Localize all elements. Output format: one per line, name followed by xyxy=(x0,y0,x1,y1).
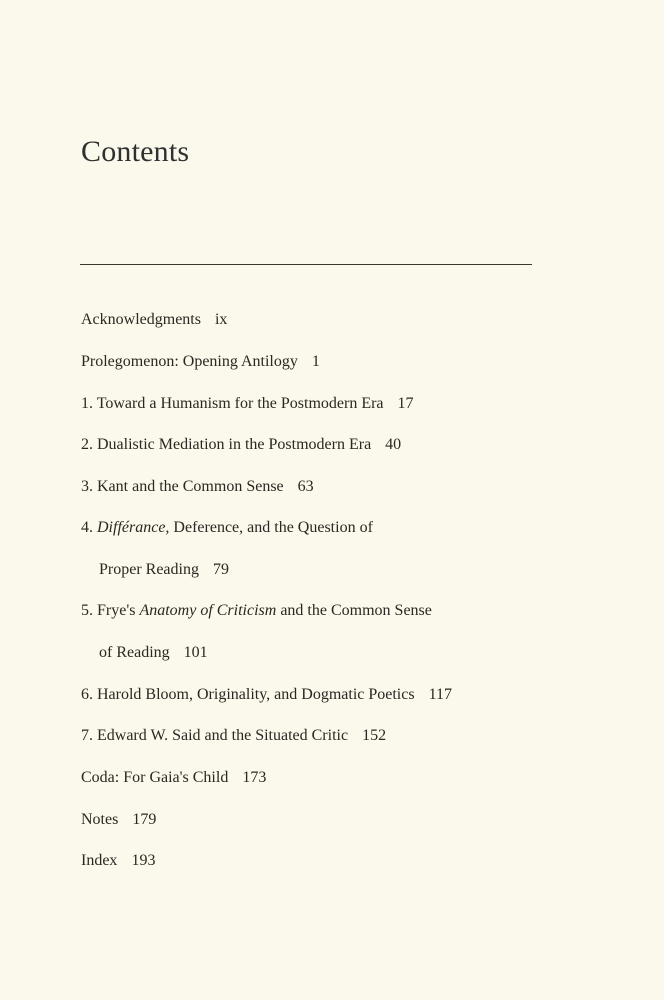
entry-page: 63 xyxy=(297,478,314,495)
chapter-number: 4. xyxy=(81,519,93,536)
toc-entry-chapter-4-continued[interactable] xyxy=(99,559,229,581)
entry-title: Kant and the Common Sense xyxy=(97,478,284,495)
chapter-number: 3. xyxy=(81,478,93,495)
entry-page: 152 xyxy=(362,727,387,744)
entry-title: Acknowledgments xyxy=(81,311,201,328)
entry-title: Prolegomenon: Opening Antilogy xyxy=(81,353,298,370)
toc-entry-coda[interactable] xyxy=(81,767,266,789)
entry-page: 1 xyxy=(311,353,320,370)
entry-title: Toward a Humanism for the Postmodern Era xyxy=(96,395,384,412)
chapter-number: 5. xyxy=(81,602,93,619)
chapter-number: 2. xyxy=(81,436,93,453)
page-title: Contents xyxy=(81,135,190,168)
entry-title: Coda: For Gaia's Child xyxy=(81,769,229,786)
toc-entry-chapter-1[interactable] xyxy=(81,393,414,415)
chapter-number: 7. xyxy=(81,727,93,744)
entry-title: Dualistic Mediation in the Postmodern Era xyxy=(97,436,372,453)
entry-page: 40 xyxy=(385,436,402,453)
entry-title-italic: Anatomy of Criticism xyxy=(139,602,277,619)
chapter-number: 1. xyxy=(81,395,93,412)
entry-page: 173 xyxy=(242,769,267,786)
entry-page: 117 xyxy=(428,686,452,703)
toc-entry-index[interactable] xyxy=(81,850,155,872)
entry-title-continued: of Reading xyxy=(99,644,170,661)
toc-entry-chapter-5[interactable] xyxy=(81,600,432,622)
entry-page: 79 xyxy=(212,561,229,578)
entry-title: Index xyxy=(81,852,118,869)
toc-entry-chapter-7[interactable] xyxy=(81,725,386,747)
entry-title: Deference, and the Question of xyxy=(173,519,373,536)
entry-title: Edward W. Said and the Situated Critic xyxy=(97,727,349,744)
toc-entry-chapter-6[interactable] xyxy=(81,684,452,706)
toc-entry-prolegomenon[interactable] xyxy=(81,351,320,373)
entry-title-lead: Frye's xyxy=(97,602,136,619)
toc-entry-chapter-2[interactable] xyxy=(81,434,401,456)
toc-entry-chapter-4[interactable] xyxy=(81,517,373,539)
chapter-number: 6. xyxy=(81,686,93,703)
entry-page: ix xyxy=(214,311,228,328)
entry-title-continued: Proper Reading xyxy=(99,561,199,578)
entry-page: 101 xyxy=(183,644,208,661)
toc-entry-notes[interactable] xyxy=(81,809,156,831)
entry-title-italic: Différance, xyxy=(97,519,170,536)
entry-title: Harold Bloom, Originality, and Dogmatic Poetics xyxy=(97,686,415,703)
toc-entry-chapter-5-continued[interactable] xyxy=(99,642,208,664)
entry-title: and the Common Sense xyxy=(280,602,432,619)
entry-page: 17 xyxy=(397,395,414,412)
toc-entry-acknowledgments[interactable] xyxy=(81,309,227,331)
entry-title: Notes xyxy=(81,811,119,828)
toc-entry-chapter-3[interactable] xyxy=(81,476,314,498)
entry-page: 179 xyxy=(132,811,157,828)
entry-page: 193 xyxy=(131,852,156,869)
